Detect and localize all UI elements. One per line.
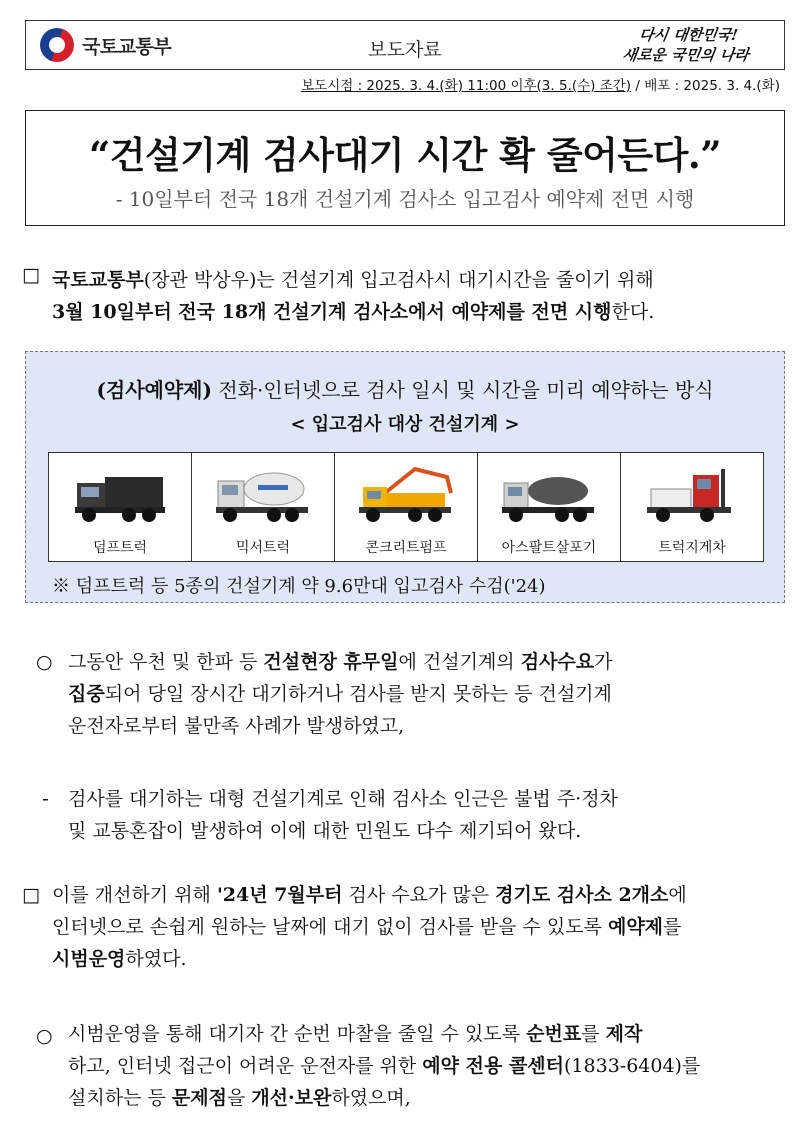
vehicle-cell (49, 453, 192, 561)
pilot-text-1: 이를 개선하기 위해 (52, 884, 217, 906)
vehicle-cell (192, 453, 335, 561)
improve-text-1: 시범운영을 통해 대기자 간 순번 마찰을 줄일 수 있도록 (68, 1023, 527, 1045)
improve-text-7: 하였으며, (331, 1087, 411, 1109)
pilot-text-3: 에 (668, 884, 687, 906)
vehicle-cell (478, 453, 621, 561)
bg-bold-1: 건설현장 휴무일 (263, 651, 399, 673)
headline-box (25, 110, 785, 226)
lead-bold-policy: 3월 10일부터 전국 18개 건설기계 검사소에서 예약제를 전면 시행 (52, 301, 612, 323)
press-header (25, 20, 785, 70)
government-slogan (599, 25, 775, 65)
improve-bold-4: 문제점 (171, 1087, 227, 1109)
vehicle-label: 아스팔트살포기 (501, 540, 597, 556)
vehicle-table (48, 452, 764, 562)
document-type: 보도자료 (368, 39, 442, 61)
improve-text-2: 를 (581, 1023, 606, 1045)
bg-bold-3: 집중 (68, 683, 105, 705)
embargo-time: 보도시점 : 2025. 3. 4.(화) 11:00 이후(3. 5.(수) 조간) (301, 78, 632, 94)
background-paragraph (68, 646, 788, 742)
dump-truck-icon (69, 463, 169, 527)
reservation-info-box (25, 351, 785, 603)
dash-bullet-icon: - (42, 788, 49, 810)
pilot-text-5: 를 (663, 916, 682, 938)
square-bullet-icon: □ (22, 884, 40, 906)
improve-bold-3: 예약 전용 콜센터 (422, 1055, 565, 1077)
ministry-name: 국토교통부 (82, 35, 172, 58)
vehicle-label: 덤프트럭 (92, 540, 148, 556)
distribution-date: / 배포 : 2025. 3. 4.(화) (631, 78, 780, 94)
slogan-line-1: 다시 대한민국! (637, 26, 740, 44)
bg-text-1: 그동안 우천 및 한파 등 (68, 651, 264, 673)
square-bullet-icon: □ (22, 264, 40, 286)
vehicle-label: 트럭지게차 (658, 540, 726, 556)
reservation-definition (34, 374, 776, 403)
pilot-text-2: 검사 수요가 많은 (342, 884, 496, 906)
headline: “건설기계 검사대기 시간 확 줄어든다.” (88, 133, 722, 177)
pilot-bold-4: 시범운영 (52, 948, 126, 970)
vehicle-label: 콘크리트펌프 (365, 540, 447, 556)
vehicle-table-title: < 입고검사 대상 건설기계 > (290, 414, 520, 435)
bg-bold-2: 검사수요 (520, 651, 595, 673)
improve-bold-1: 순번표 (526, 1023, 582, 1045)
lead-bold-ministry: 국토교통부 (52, 269, 144, 291)
vehicle-label: 믹서트럭 (235, 540, 291, 556)
vehicle-cell (335, 453, 478, 561)
bg-text-4: 되어 당일 장시간 대기하거나 검사를 받지 못하는 등 건설기계 (104, 683, 612, 705)
definition-term: (검사예약제) (96, 378, 212, 402)
pilot-bold-1: '24년 7월부터 (216, 884, 343, 906)
lead-text-1: (장관 박상우)는 건설기계 입고검사시 대기시간을 줄이기 위해 (143, 269, 654, 291)
mixer-truck-icon (212, 463, 312, 527)
improve-bold-2: 제작 (605, 1023, 643, 1045)
bg-text-3: 가 (594, 651, 613, 673)
concrete-pump-icon (355, 463, 455, 527)
complaint-text-2: 및 교통혼잡이 발생하여 이에 대한 민원도 다수 제기되어 왔다. (68, 820, 582, 842)
definition-text: 전화·인터넷으로 검사 일시 및 시간을 미리 예약하는 방식 (211, 378, 714, 402)
circle-bullet-icon: ○ (36, 651, 53, 673)
improve-text-4: (1833-6404)를 (564, 1055, 701, 1077)
circle-bullet-icon: ○ (36, 1025, 53, 1047)
lead-paragraph (52, 264, 786, 328)
bg-text-5: 운전자로부터 불만족 사례가 발생하였고, (68, 715, 405, 737)
improve-text-3: 하고, 인터넷 접근이 어려운 운전자를 위한 (68, 1055, 423, 1077)
lead-text-2: 한다. (611, 301, 655, 323)
improvement-paragraph (68, 1018, 788, 1114)
bg-text-2: 에 건설기계의 (398, 651, 521, 673)
pilot-bold-2: 경기도 검사소 2개소 (495, 884, 669, 906)
pilot-text-4: 인터넷으로 손쉽게 원하는 날짜에 대기 없이 검사를 받을 수 있도록 (52, 916, 608, 938)
improve-text-6: 을 (226, 1087, 252, 1109)
pilot-paragraph (52, 879, 786, 975)
improve-text-5: 설치하는 등 (68, 1087, 172, 1109)
truck-forklift-icon (641, 463, 741, 527)
vehicle-cell (621, 453, 763, 561)
improve-bold-5: 개선·보완 (251, 1087, 332, 1109)
pilot-text-6: 하였다. (125, 948, 187, 970)
release-dateline (301, 74, 780, 94)
complaint-paragraph (68, 783, 788, 847)
inspection-count-note: ※ 덤프트럭 등 5종의 건설기계 약 9.6만대 입고검사 수검('24) (52, 576, 546, 597)
asphalt-distributor-icon (498, 463, 598, 527)
complaint-text-1: 검사를 대기하는 대형 건설기계로 인해 검사소 인근은 불법 주·정차 (68, 788, 618, 810)
pilot-bold-3: 예약제 (607, 916, 664, 938)
sub-headline: - 10일부터 전국 18개 건설기계 검사소 입고검사 예약제 전면 시행 (115, 187, 695, 211)
slogan-line-2: 새로운 국민의 나라 (621, 46, 751, 64)
